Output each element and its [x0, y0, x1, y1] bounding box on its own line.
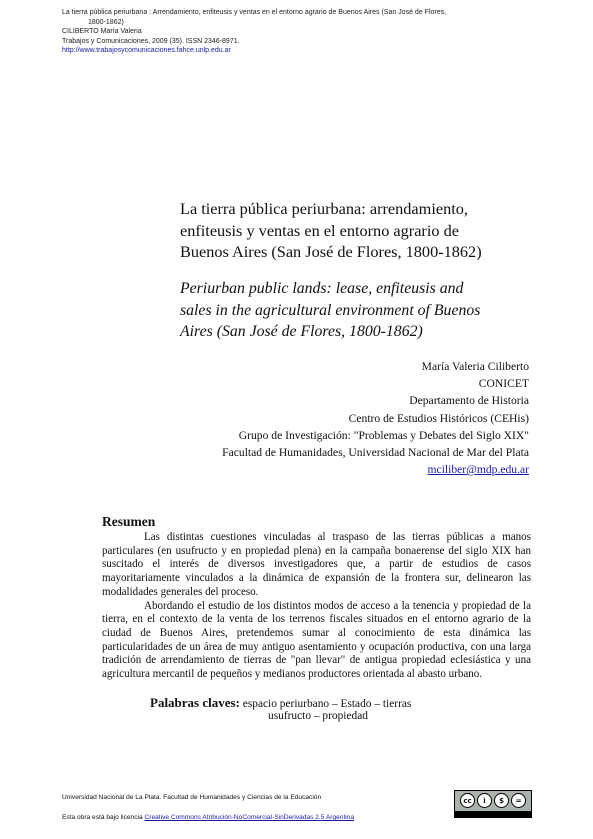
- author-org: CONICET: [478, 377, 529, 391]
- license-prefix: Esta obra está bajo licencia: [62, 814, 145, 821]
- footer-license: [62, 814, 354, 821]
- citation-title-cont: 1800-1862): [88, 18, 124, 26]
- keywords-text: espacio periurbano – Estado – tierras: [242, 698, 412, 710]
- author-name: María Valeria Ciliberto: [421, 360, 529, 373]
- article-title-en-line: Periurban public lands: lease, enfiteusis and: [180, 280, 464, 297]
- citation-author: CILIBERTO María Valeria: [62, 28, 142, 36]
- nd-icon: =: [511, 793, 526, 808]
- abstract-heading: Resumen: [102, 514, 156, 529]
- author-faculty: Facultad de Humanidades, Universidad Nacional de Mar del Plata: [222, 446, 529, 460]
- article-title-en-line: Aires (San José de Flores, 1800-1862): [180, 323, 423, 340]
- abstract-paragraph: Las distintas cuestiones vinculadas al traspaso de las tierras públicas a manos particulares (en usufructo y en propiedad plena) en la campaña bonaerense del siglo XIX han suscitado el interés de diversos investigadores que, a partir de estudios de casos mayoritariamente vinculados a la dinámica de expansión de la frontera sur, delinearon las modalidades generales del proceso.: [102, 531, 531, 598]
- article-title-line: Buenos Aires (San José de Flores, 1800-1862): [180, 242, 482, 261]
- article-title: [180, 198, 540, 263]
- journal-url-link[interactable]: http://www.trabajosycomunicaciones.fahce.unlp.edu.ar: [62, 47, 231, 55]
- author-department: Departamento de Historia: [409, 394, 529, 408]
- abstract-body: [102, 531, 531, 682]
- abstract-paragraph: Abordando el estudio de los distintos modos de acceso a la tenencia y propiedad de la tierra, en el contexto de la venta de los terrenos fiscales situados en el entorno agrario de la ciudad de Buenos Aires, pretendemos sumar al conocimiento de esta dinámica las particularidades de un área de muy antiguo asentamiento y ocupación productiva, con una larga tradición de arrendamiento de tierras de "pan llevar" de antigua propiedad eclesiástica y una agricultura mercantil de pequeños y medianos productores orientada al abasto urbano.: [102, 599, 531, 681]
- creative-commons-badge[interactable]: [454, 790, 532, 818]
- keywords-text-cont: usufructo – propiedad: [268, 710, 368, 722]
- license-link[interactable]: Creative Commons Atribución-NoComercial-SinDerivadas 2.5 Argentina: [144, 814, 355, 821]
- author-email-link[interactable]: mciliber@mdp.edu.ar: [427, 463, 529, 477]
- author-block: [109, 358, 529, 478]
- keywords: [150, 695, 411, 711]
- article-title-line: La tierra pública periurbana: arrendamiento,: [180, 199, 468, 218]
- author-center: Centro de Estudios Históricos (CEHis): [348, 411, 529, 425]
- article-title-line: enfiteusis y ventas en el entorno agrario de: [180, 220, 459, 240]
- author-group: Grupo de Investigación: "Problemas y Debates del Siglo XIX": [238, 428, 529, 442]
- citation-title: La tierra pública periurbana : Arrendamiento, enfiteusis y ventas en el entorno agrario de Buenos Aires (San José de Flores,: [62, 9, 447, 16]
- citation-journal: Trabajos y Comunicaciones, 2009 (35). ISSN 2346-8971.: [62, 37, 240, 45]
- cc-strip: [455, 811, 531, 817]
- by-icon: i: [477, 793, 492, 808]
- article-title-en-line: sales in the agricultural environment of Buenos: [180, 301, 481, 319]
- nc-icon: $: [494, 793, 509, 808]
- cc-icon: cc: [460, 793, 475, 808]
- document-header: [62, 8, 562, 56]
- keywords-label: Palabras claves:: [150, 695, 240, 710]
- article-title-english: [180, 278, 540, 343]
- footer-institution: Universidad Nacional de La Plata. Facultad de Humanidades y Ciencias de la Educación: [62, 794, 322, 801]
